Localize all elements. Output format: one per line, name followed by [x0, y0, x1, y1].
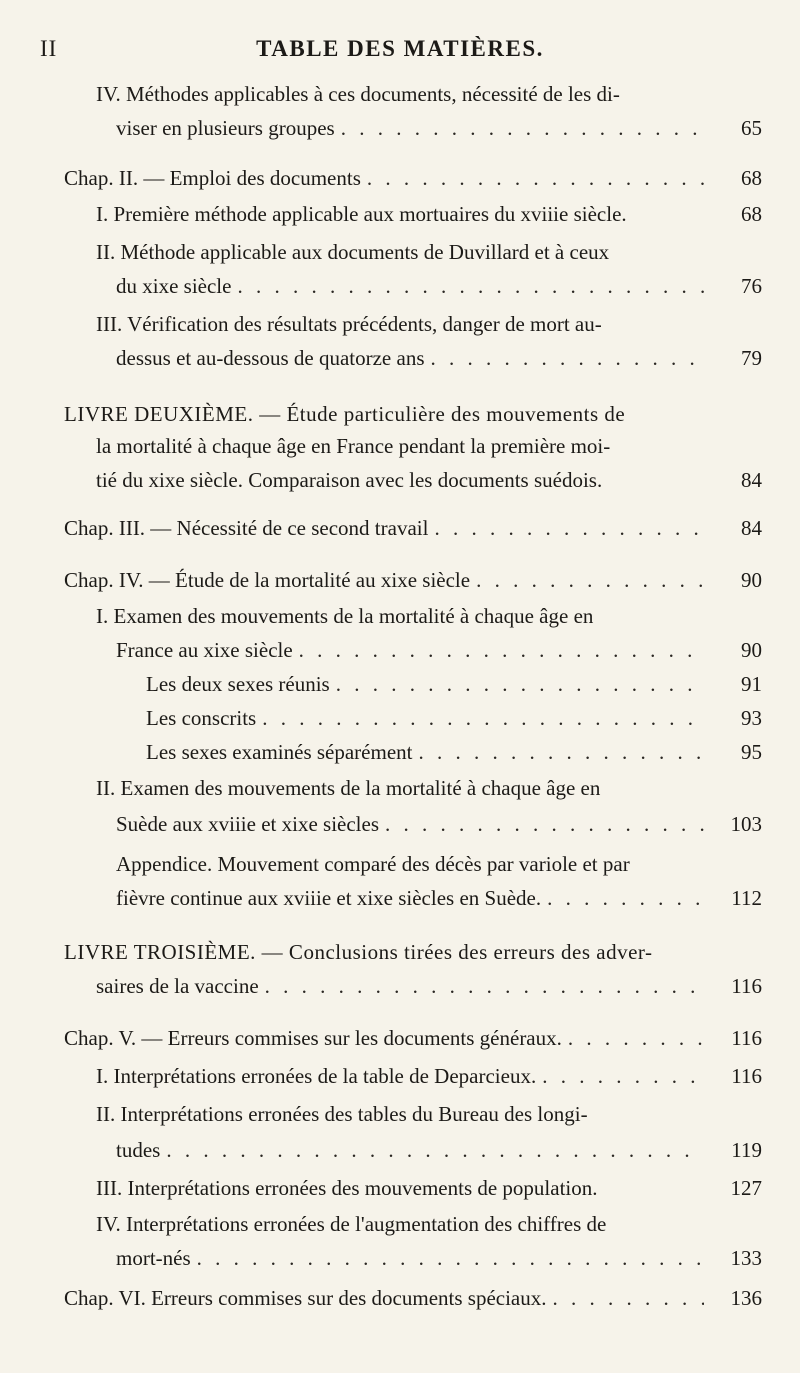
- toc-entry-text: LIVRE DEUXIÈME. — Étude particulière des mouvements de: [64, 402, 626, 426]
- toc-page-number: 136: [730, 1286, 762, 1310]
- dot-leader: [434, 516, 704, 541]
- toc-page-number: 90: [741, 638, 762, 662]
- toc-entry-leader: [146, 740, 710, 765]
- toc-page-number: 93: [741, 706, 762, 730]
- toc-entry-leader: [146, 706, 710, 731]
- toc-page-number: 84: [741, 468, 762, 492]
- toc-entry-text: tié du xixe siècle. Comparaison avec les documents suédois.: [96, 468, 603, 492]
- toc-page-number: 90: [741, 568, 762, 592]
- toc-entry-leader: [116, 346, 710, 371]
- toc-entry-text: I. Interprétations erronées de la table de Deparcieux.: [96, 1064, 537, 1088]
- page-title: TABLE DES MATIÈRES.: [256, 36, 544, 61]
- dot-leader: [476, 568, 704, 593]
- dot-leader: [299, 638, 704, 663]
- dot-leader: [542, 1064, 704, 1089]
- toc-entry-text: dessus et au-dessous de quatorze ans: [116, 346, 425, 370]
- toc-entry-leader: [64, 166, 710, 191]
- dot-leader: [367, 166, 704, 191]
- toc-entry-text: Appendice. Mouvement comparé des décès par variole et par: [116, 852, 630, 876]
- toc-entry-text: I. Première méthode applicable aux mortuaires du xviiie siècle.: [96, 202, 627, 226]
- toc-entry-text: mort-nés: [116, 1246, 191, 1270]
- dot-leader: [385, 812, 704, 837]
- toc-page-number: 65: [741, 116, 762, 140]
- dot-leader: [237, 274, 704, 299]
- toc-entry-text: III. Interprétations erronées des mouvements de population.: [96, 1176, 598, 1200]
- toc-entry-leader: [116, 638, 710, 663]
- toc-page-number: 127: [730, 1176, 762, 1200]
- page-number: II: [40, 36, 58, 61]
- toc-entry-leader: [116, 886, 710, 911]
- toc-entry-text: I. Examen des mouvements de la mortalité à chaque âge en: [96, 604, 594, 628]
- toc-entry-text: LIVRE TROISIÈME. — Conclusions tirées des erreurs des adver-: [64, 940, 653, 964]
- toc-entry-leader: [96, 974, 710, 999]
- toc-entry-text: IV. Interprétations erronées de l'augmentation des chiffres de: [96, 1212, 607, 1236]
- dot-leader: [547, 886, 704, 911]
- toc-page-number: 91: [741, 672, 762, 696]
- page-header: [40, 36, 760, 70]
- dot-leader: [336, 672, 704, 697]
- toc-entry-leader: [64, 568, 710, 593]
- toc-entry-text: Les sexes examinés séparément: [146, 740, 413, 764]
- toc-entry-leader: [96, 1064, 710, 1089]
- toc-entry-leader: [116, 274, 710, 299]
- toc-page-number: 76: [741, 274, 762, 298]
- dot-leader: [418, 740, 704, 765]
- dot-leader: [568, 1026, 704, 1051]
- toc-entry-text: Chap. IV. — Étude de la mortalité au xixe siècle: [64, 568, 471, 592]
- dot-leader: [262, 706, 704, 731]
- dot-leader: [341, 116, 704, 141]
- toc-entry-text: saires de la vaccine: [96, 974, 259, 998]
- toc-entry-text: fièvre continue aux xviiie et xixe siècles en Suède.: [116, 886, 542, 910]
- toc-page-number: 112: [731, 886, 762, 910]
- toc-entry-leader: [116, 116, 710, 141]
- toc-entry-leader: [64, 1026, 710, 1051]
- toc-page-number: 68: [741, 202, 762, 226]
- dot-leader: [197, 1246, 704, 1271]
- toc-entry-leader: [116, 1246, 710, 1271]
- dot-leader: [265, 974, 704, 999]
- toc-entry-text: Suède aux xviiie et xixe siècles: [116, 812, 380, 836]
- toc-page-number: 79: [741, 346, 762, 370]
- toc-entry-text: France au xixe siècle: [116, 638, 293, 662]
- toc-entry-text: viser en plusieurs groupes: [116, 116, 335, 140]
- toc-entry-text: Chap. V. — Erreurs commises sur les documents généraux.: [64, 1026, 562, 1050]
- toc-entry-text: Chap. II. — Emploi des documents: [64, 166, 361, 190]
- toc-entry-text: la mortalité à chaque âge en France pendant la première moi-: [96, 434, 611, 458]
- toc-page-number: 103: [730, 812, 762, 836]
- toc-entry-leader: [64, 1286, 710, 1311]
- toc-page-number: 133: [730, 1246, 762, 1270]
- toc-entry-text: II. Méthode applicable aux documents de Duvillard et à ceux: [96, 240, 610, 264]
- toc-page-number: 119: [731, 1138, 762, 1162]
- toc-entry-leader: [116, 1138, 710, 1163]
- toc-page-number: 116: [731, 1026, 762, 1050]
- toc-entry-text: II. Examen des mouvements de la mortalité à chaque âge en: [96, 776, 601, 800]
- toc-page-number: 116: [731, 974, 762, 998]
- toc-entry-text: Les conscrits: [146, 706, 257, 730]
- dot-leader: [553, 1286, 704, 1311]
- toc-entry-text: Les deux sexes réunis: [146, 672, 330, 696]
- toc-entry-leader: [64, 516, 710, 541]
- toc-page-number: 116: [731, 1064, 762, 1088]
- toc-entry-leader: [146, 672, 710, 697]
- dot-leader: [431, 346, 705, 371]
- toc-entry-text: IV. Méthodes applicables à ces documents, nécessité de les di-: [96, 82, 620, 106]
- toc-entry-text: du xixe siècle: [116, 274, 232, 298]
- toc-page-number: 68: [741, 166, 762, 190]
- toc-page-number: 84: [741, 516, 762, 540]
- toc-page-number: 95: [741, 740, 762, 764]
- dot-leader: [166, 1138, 704, 1163]
- toc-entry-text: tudes: [116, 1138, 161, 1162]
- toc-entry-text: Chap. VI. Erreurs commises sur des documents spéciaux.: [64, 1286, 547, 1310]
- toc-entry-text: Chap. III. — Nécessité de ce second travail: [64, 516, 429, 540]
- toc-entry-text: III. Vérification des résultats précédents, danger de mort au-: [96, 312, 602, 336]
- toc-entry-text: II. Interprétations erronées des tables du Bureau des longi-: [96, 1102, 588, 1126]
- toc-entry-leader: [116, 812, 710, 837]
